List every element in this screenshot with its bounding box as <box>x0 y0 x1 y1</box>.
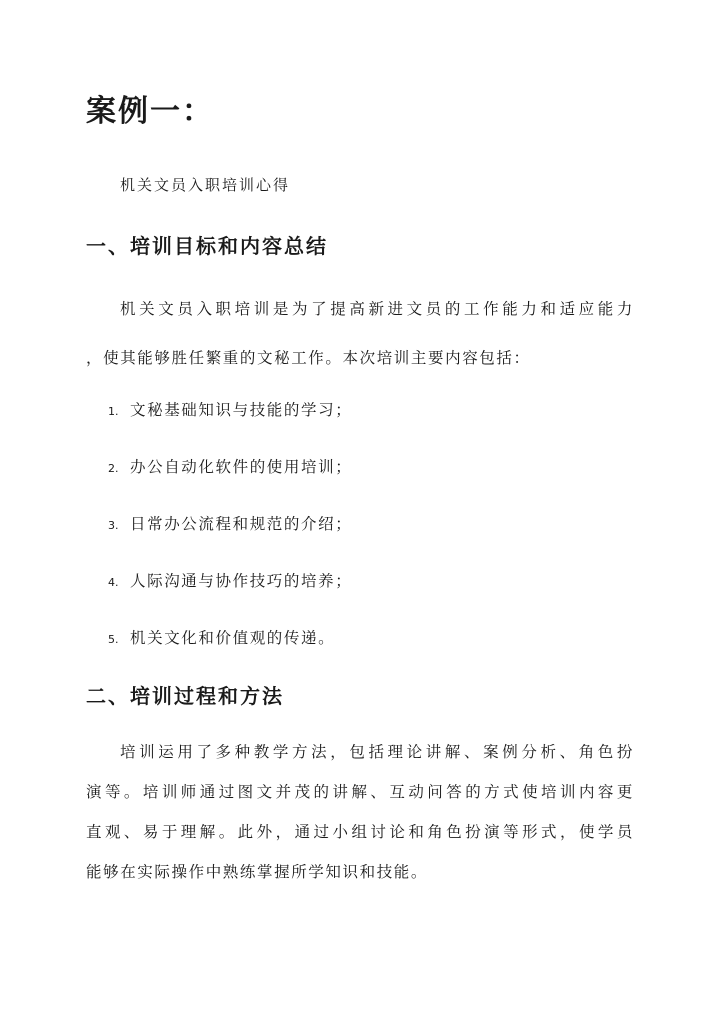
list-item-number: 1. <box>108 405 119 418</box>
list-item-number: 5. <box>108 633 119 646</box>
list-item <box>108 512 352 569</box>
list-item-text: 日常办公流程和规范的介绍； <box>130 515 353 533</box>
list-item <box>108 455 352 512</box>
section-2-paragraph <box>86 732 634 892</box>
list-item-text: 人际沟通与协作技巧的培养； <box>130 572 353 590</box>
section-1-paragraph <box>86 289 634 387</box>
section-1-heading: 一、培训目标和内容总结 <box>86 234 328 258</box>
list-item-number: 4. <box>108 576 119 589</box>
list-item-number: 2. <box>108 462 119 475</box>
document-subtitle: 机关文员入职培训心得 <box>120 176 291 194</box>
document-title: 案例一： <box>86 94 214 129</box>
list-item-number: 3. <box>108 519 119 532</box>
list-item-text: 文秘基础知识与技能的学习； <box>130 401 353 419</box>
list-item <box>108 569 352 626</box>
paragraph-line: 机关文员入职培训是为了提高新进文员的工作能力和适应能力 <box>120 300 634 318</box>
paragraph-line: 能够在实际操作中熟练掌握所学知识和技能。 <box>86 863 429 881</box>
paragraph-line: 培训运用了多种教学方法，包括理论讲解、案例分析、角色扮 <box>120 743 634 761</box>
section-2-heading: 二、培训过程和方法 <box>86 684 284 708</box>
list-item-text: 机关文化和价值观的传递。 <box>130 629 336 647</box>
list-item <box>108 626 352 683</box>
list-item <box>108 398 352 455</box>
paragraph-line: 直观、易于理解。此外，通过小组讨论和角色扮演等形式，使学员 <box>86 823 634 841</box>
paragraph-line: ，使其能够胜任繁重的文秘工作。本次培训主要内容包括： <box>86 349 531 367</box>
training-content-list <box>108 398 352 683</box>
paragraph-line: 演等。培训师通过图文并茂的讲解、互动问答的方式使培训内容更 <box>86 783 634 801</box>
list-item-text: 办公自动化软件的使用培训； <box>130 458 353 476</box>
